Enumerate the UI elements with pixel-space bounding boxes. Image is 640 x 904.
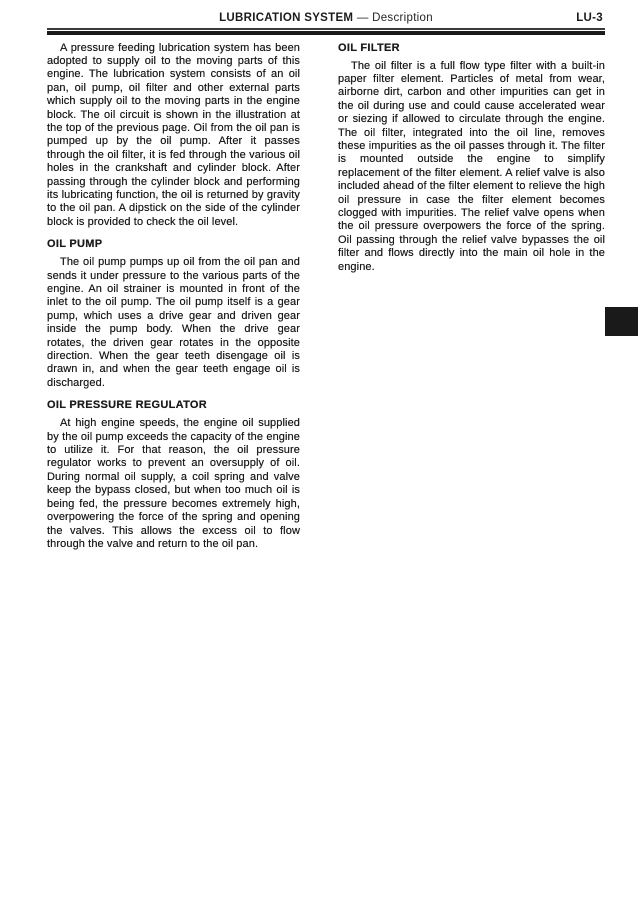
oil-pump-paragraph: The oil pump pumps up oil from the oil pan and sends it under pressure to the various parts of the engine. An oil strainer is mounted in front of the inlet to the oil pump. The oil pump itself is a gear pump, which uses a drive gear and driven gear inside the pump body. When the drive gear rotates, the driven gear rotates in the opposite direction. When the gear teeth disengage oil is drawn in, and when the gear teeth engage oil is discharged. [47, 256, 300, 389]
header-subtitle: — Description [356, 12, 433, 24]
header-row [47, 12, 605, 25]
header-rule-thin [47, 28, 605, 30]
oil-pressure-regulator-paragraph: At high engine speeds, the engine oil supplied by the oil pump exceeds the capacity of the engine to utilize it. For that reason, the oil pressure regulator works to prevent an oversupply of oil. During normal oil supply, a coil spring and valve keep the bypass closed, but when too much oil is being fed, the pressure becomes extremely high, overpowering the force of the spring and opening the valves. This allows the excess oil to flow through the valve and return to the oil pan. [47, 417, 300, 550]
header-rule-thick [47, 31, 605, 35]
page-header [0, 0, 640, 35]
content-columns [47, 42, 605, 552]
header-title [47, 12, 605, 25]
left-column [47, 42, 300, 552]
page-number: LU-3 [576, 12, 603, 24]
header-section-title: LUBRICATION SYSTEM [219, 12, 354, 24]
intro-paragraph: A pressure feeding lubrication system has been adopted to supply oil to the moving parts of this engine. The lubrication system consists of an oil pan, oil pump, oil filter and other external parts which supply oil to the moving parts in the engine block. The oil circuit is shown in the illustration at the top of the previous page. Oil from the oil pan is pumped up by the oil pump. After it passes through the oil filter, it is fed through the various oil holes in the crankshaft and cylinder block. After passing through the cylinder block and performing its lubricating function, the oil is returned by gravity to the oil pan. A dipstick on the side of the cylinder block is provided to check the oil level. [47, 41, 300, 228]
header-rule [47, 28, 605, 35]
oil-filter-paragraph: The oil filter is a full flow type filter with a built-in paper filter element. Particles of metal from wear, airborne dirt, carbon and other impurities can get in the oil during use and could cause accelerated wear or siezing if allowed to circulate through the engine. The oil filter, integrated into the oil line, removes these impurities as the oil passes through it. The filter is mounted outside the engine to simplify replacement of the filter element. A relief valve is also included ahead of the filter element to relieve the high oil pressure in case the filter element becomes clogged with impurities. The relief valve opens when the oil pressure overpowers the force of the spring. Oil passing through the relief valve bypasses the oil filter and flows directly into the main oil hole in the engine. [338, 59, 605, 273]
heading-oil-pump: OIL PUMP [47, 238, 103, 251]
thumb-index-tab [605, 307, 638, 336]
right-column [338, 42, 605, 552]
heading-oil-filter: OIL FILTER [338, 41, 400, 54]
heading-oil-pressure-regulator: OIL PRESSURE REGULATOR [47, 399, 208, 412]
